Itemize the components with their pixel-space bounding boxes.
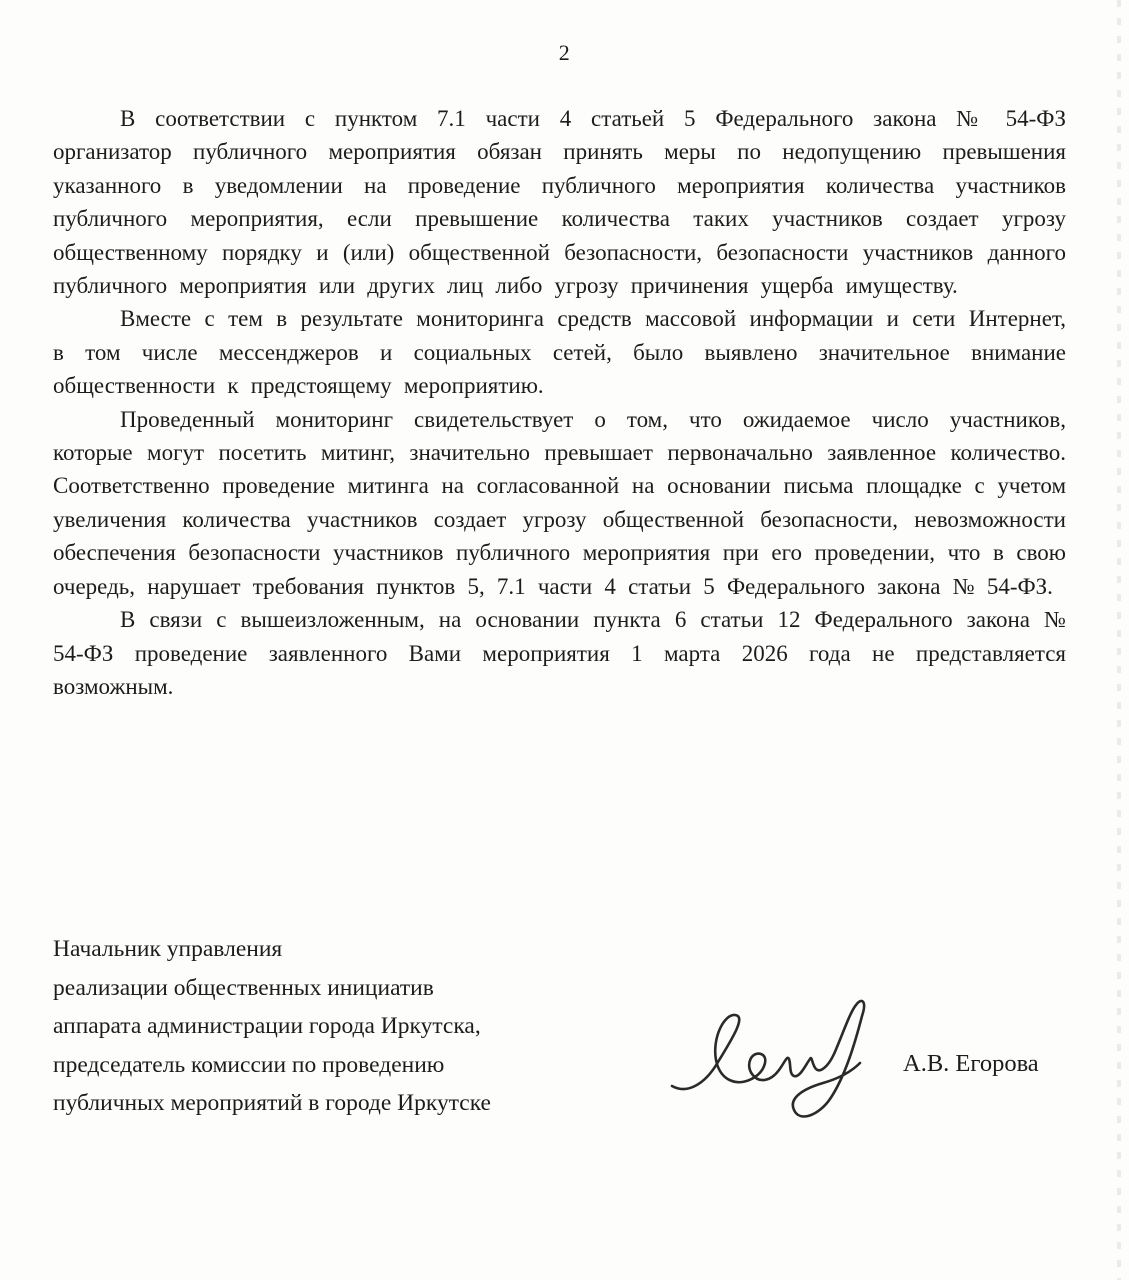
signature-title-block [53, 930, 491, 1123]
scan-edge-artifact [1117, 0, 1121, 1280]
signature-title-line: публичных мероприятий в городе Иркутске [53, 1090, 491, 1116]
body-paragraph-monitoring-results: Проведенный мониторинг свидетельствует о том, что ожидаемое число участников, которые могут посетить митинг, значительно превышает первоначально заявленное количество. Соответственно проведение митинга на согласованной на основании письма площадке с учетом увеличения количества участников создает угрозу общественной безопасности, невозможности обеспечения безопасности участников публичного мероприятия при его проведении, что в свою очередь, нарушает требования пунктов 5, 7.1 части 4 статьи 5 Федерального закона № 54-ФЗ. [53, 406, 1066, 599]
body-paragraph-monitoring-media: Вместе с тем в результате мониторинга средств массовой информации и сети Интернет, в том числе мессенджеров и социальных сетей, было выявлено значительное внимание общественности к предстоящему мероприятию. [53, 306, 1066, 399]
letter-body [53, 102, 1066, 703]
handwritten-signature-icon [662, 998, 894, 1138]
signature-title-line: реализации общественных инициатив [53, 974, 434, 1001]
page-number: 2 [558, 40, 571, 65]
body-paragraph-legal-basis: В соответствии с пунктом 7.1 части 4 статьей 5 Федерального закона № 54-ФЗ организатор публичного мероприятия обязан принять меры по недопущению превышения указанного в уведомлении на проведение публичного мероприятия количества участников публичного мероприятия, если превышение количества таких участников создает угрозу общественному порядку и (или) общественной безопасности, безопасности участников данного публичного мероприятия или других лиц либо угрозу причинения ущерба имуществу. [53, 106, 1066, 299]
signature-title-line: аппарата администрации города Иркутска, [53, 1013, 481, 1039]
body-paragraph-conclusion: В связи с вышеизложенным, на основании пункта 6 статьи 12 Федерального закона № 54-ФЗ проведение заявленного Вами мероприятия 1 марта 2026 года не представляется возможным. [53, 607, 1066, 699]
signer-name: А.В. Егорова [903, 1050, 1039, 1077]
signature-title-line: Начальник управления [53, 936, 283, 962]
signature-title-line: председатель комиссии по проведению [53, 1051, 445, 1078]
